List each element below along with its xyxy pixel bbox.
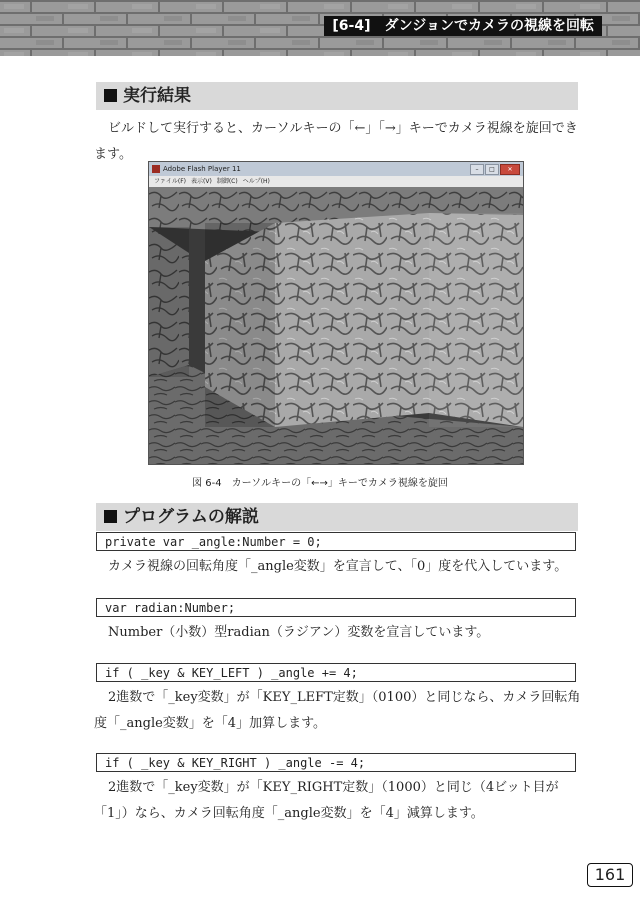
results-paragraph: ビルドして実行すると、カーソルキーの「←」「→」キーでカメラ視線を旋回できます。 <box>94 121 578 162</box>
window-controls <box>469 164 520 174</box>
menu-view: 表示(V) <box>191 178 212 185</box>
menu-control: 制御(C) <box>216 178 238 185</box>
maximize-icon: □ <box>485 164 499 175</box>
window-titlebar <box>149 162 523 176</box>
menu-help: ヘルプ(H) <box>242 178 270 185</box>
page-number: 161 <box>587 863 633 887</box>
section-heading-results <box>96 82 578 110</box>
section-title: 実行結果 <box>123 86 191 106</box>
code-line: if ( _key & KEY_LEFT ) _angle += 4; <box>96 663 576 682</box>
code-explanation: 2進数で「_key変数」が「KEY_RIGHT定数」（1000）と同じ（4ビット目が「1」）なら、カメラ回転角度「_angle変数」を「4」減算します。 <box>94 780 559 821</box>
section-heading-program <box>96 503 578 531</box>
menu-file: ファイル(F) <box>154 178 187 185</box>
square-bullet-icon <box>104 510 117 523</box>
window-menubar <box>149 176 523 187</box>
window-title: Adobe Flash Player 11 <box>163 165 241 173</box>
figure-caption: 図 6-4 カーソルキーの「←→」キーでカメラ視線を旋回 <box>192 478 448 489</box>
flash-player-icon <box>152 165 160 173</box>
chapter-title: [6-4] ダンジョンでカメラの視線を回転 <box>324 16 602 36</box>
code-line: var radian:Number; <box>96 598 576 617</box>
minimize-icon: – <box>470 164 484 175</box>
code-line: private var _angle:Number = 0; <box>96 532 576 551</box>
section-title: プログラムの解説 <box>123 507 259 527</box>
code-explanation: 2進数で「_key変数」が「KEY_LEFT定数」（0100）と同じなら、カメラ回転角度「_angle変数」を「4」加算します。 <box>94 690 581 731</box>
close-icon: ✕ <box>500 164 520 175</box>
flash-player-screenshot <box>148 161 524 465</box>
code-line: if ( _key & KEY_RIGHT ) _angle -= 4; <box>96 753 576 772</box>
square-bullet-icon <box>104 89 117 102</box>
code-explanation: カメラ視線の回転角度「_angle変数」を宣言して、「0」度を代入しています。 <box>108 559 568 574</box>
code-explanation: Number（小数）型radian（ラジアン）変数を宣言しています。 <box>108 625 490 640</box>
dungeon-scene <box>149 187 523 464</box>
